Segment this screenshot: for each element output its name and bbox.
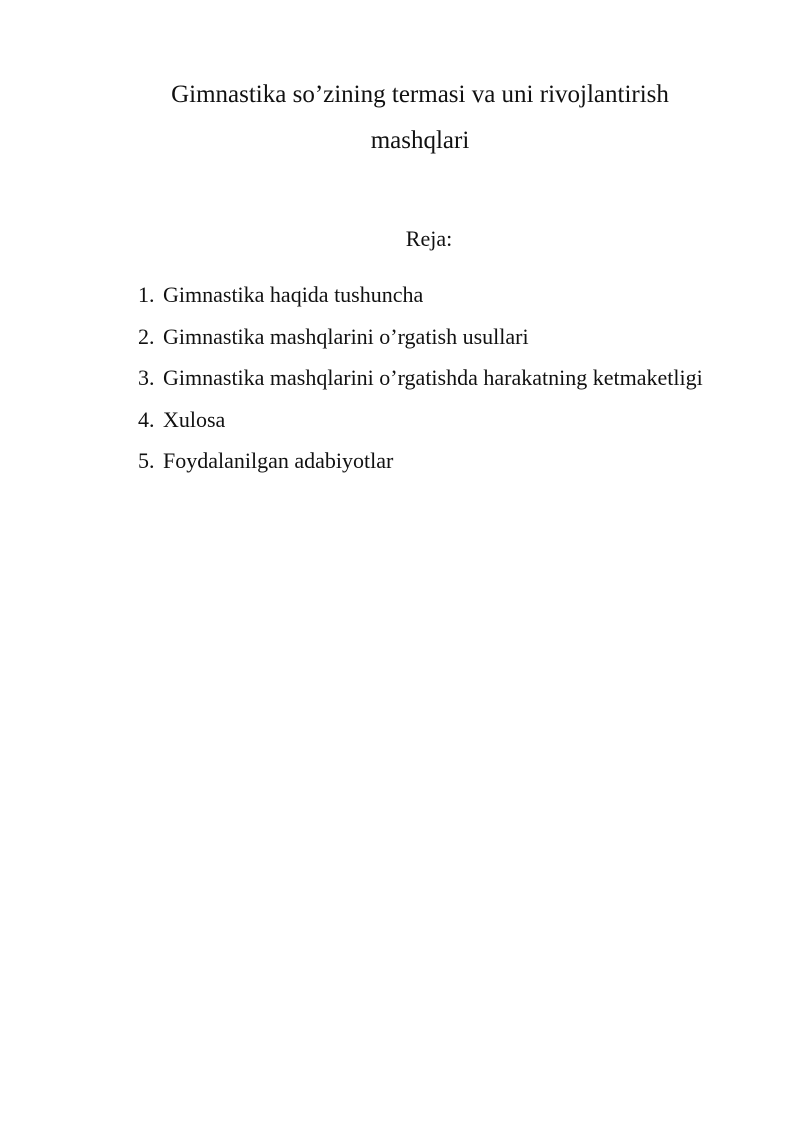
list-item-text: Xulosa — [163, 406, 226, 432]
plan-heading: Reja: — [405, 226, 453, 251]
list-item-number: 5. — [138, 448, 155, 473]
list-item-text: Gimnastika mashqlarini o’rgatish usullari — [163, 323, 529, 349]
document-title: Gimnastika so’zining termasi va uni rivojlantirish mashqlari — [171, 81, 669, 154]
list-item — [138, 357, 742, 399]
list-item-text: Foydalanilgan adabiyotlar — [163, 448, 394, 473]
list-item — [138, 440, 742, 482]
list-item — [138, 316, 742, 358]
list-item-text: Gimnastika mashqlarini o’rgatishda harakatning ketmaketligi — [163, 365, 703, 390]
list-item-number: 1. — [138, 282, 155, 307]
list-item-number: 2. — [138, 323, 155, 349]
list-item-text: Gimnastika haqida tushuncha — [163, 282, 424, 307]
list-item — [138, 274, 742, 316]
list-item-number: 4. — [138, 406, 155, 432]
list-item — [138, 399, 742, 441]
list-item-number: 3. — [138, 365, 155, 390]
plan-list — [138, 274, 742, 482]
